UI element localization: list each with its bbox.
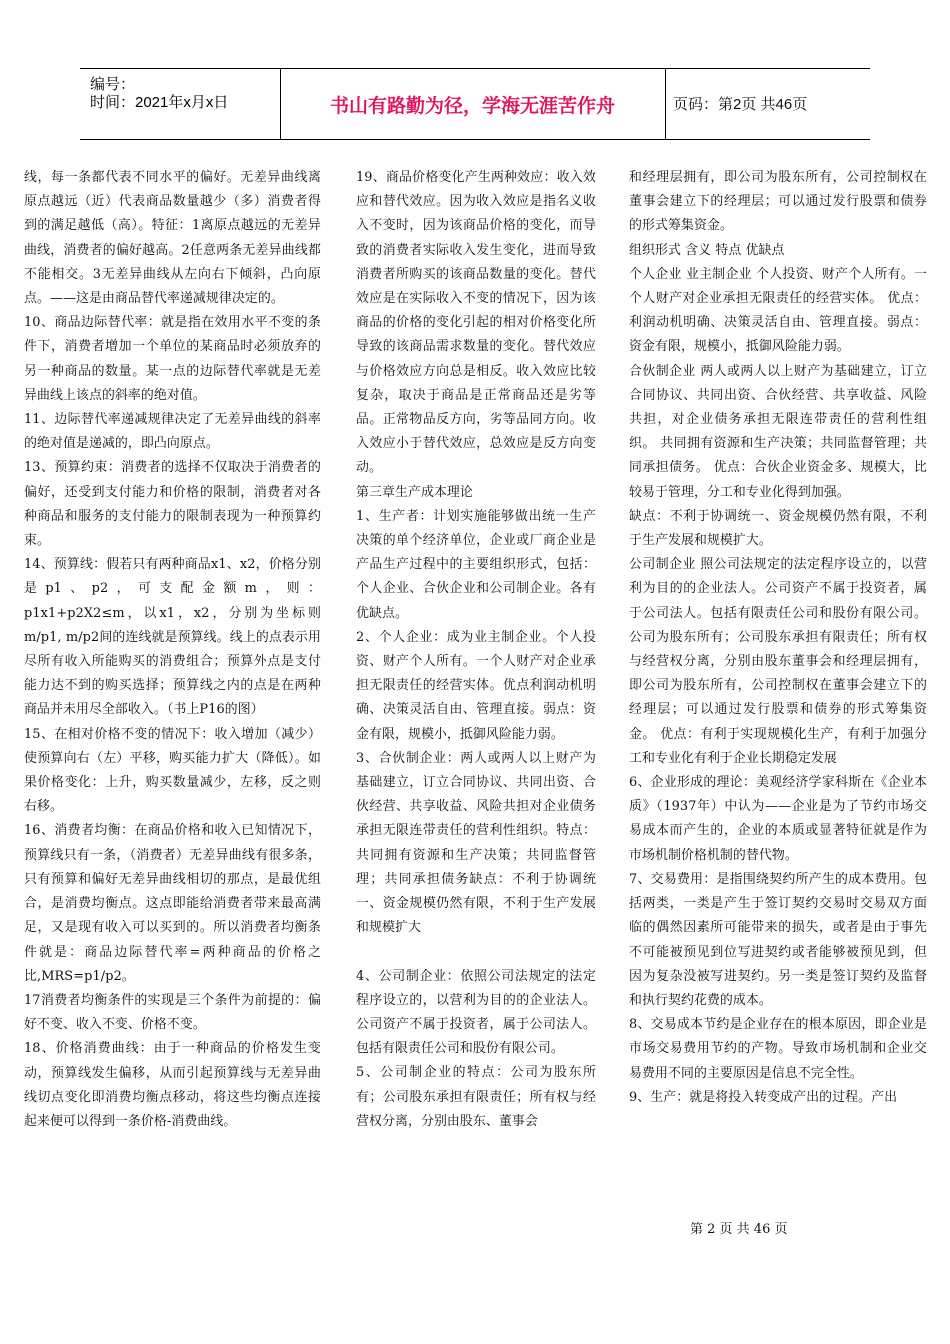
page-footer: 第 2 页 共 46 页	[690, 1222, 788, 1237]
paragraph: 线，每一条都代表不同水平的偏好。无差异曲线离原点越远（近）代表商品数量越少（多）消费者得到的满足越低（高）。特征：1离原点越远的无差异曲线，消费者的偏好越高。2任意两条无差异曲线都不能相交。3无差异曲线从左向右下倾斜，凸向原点。——这是由商品替代率递减规律决定的。	[24, 170, 321, 307]
paragraph: 1、生产者：计划实施能够做出统一生产决策的单个经济单位，企业或厂商企业是产品生产过程中的主要组织形式，包括：个人企业、合伙企业和公司制企业。各有优缺点。	[356, 508, 596, 621]
text-column-middle	[356, 166, 596, 1134]
header-motto-cell	[280, 69, 666, 139]
paragraph: 合伙制企业 两人或两人以上财产为基础建立，订立合同协议、共同出资、合伙经营、共享收益、风险共担，对企业债务承担无限连带责任的营利性组织。 共同拥有资源和生产决策；共同监督管理；共同承担债务。 优点：合伙企业资金多、规模大，比较易于管理，分工和专业化得到加强。	[629, 363, 927, 500]
paragraph: 个人企业 业主制企业 个人投资、财产个人所有。一个人财产对企业承担无限责任的经营实体。 优点：利润动机明确、决策灵活自由、管理直接。弱点：资金有限，规模小，抵御风险能力弱。	[629, 266, 927, 355]
document-number-label: 编号：	[90, 76, 136, 93]
paragraph: 和经理层拥有，即公司为股东所有，公司控制权在董事会建立下的经理层；可以通过发行股票和债券的形式筹集资金。	[629, 170, 927, 234]
paragraph: 9、生产：就是将投入转变成产出的过程。产出	[629, 1089, 898, 1105]
paragraph: 组织形式 含义 特点 优缺点	[629, 242, 785, 258]
paragraph: 5、公司制企业的特点：公司为股东所有；公司股东承担有限责任；所有权与经营权分离，分别由股东、董事会	[356, 1065, 596, 1129]
motto-text: 书山有路勤为径，学海无涯苦作舟	[329, 95, 615, 117]
text-column-left	[24, 166, 321, 1134]
document-time-label: 时间：2021年x月x日	[90, 94, 229, 111]
text-column-right	[629, 166, 927, 1110]
paragraph: 缺点：不利于协调统一、资金规模仍然有限，不利于生产发展和规模扩大。	[629, 508, 927, 549]
paragraph: 16、消费者均衡：在商品价格和收入已知情况下，预算线只有一条，（消费者）无差异曲线有很多条，只有预算和偏好无差异曲线相切的那点，是最优组合，是消费均衡点。这点即能给消费者带来最高满足，又是现有收入可以买到的。所以消费者均衡条件就是：商品边际替代率=两种商品的价格之比,MRS=p1/p2。	[24, 823, 321, 984]
page-number-info: 页码：第2页 共46页	[673, 96, 808, 113]
paragraph-spacer	[356, 941, 596, 965]
paragraph: 3、合伙制企业：两人或两人以上财产为基础建立，订立合同协议、共同出资、合伙经营、共享收益、风险共担对企业债务承担无限连带责任的营利性组织。特点：共同拥有资源和生产决策；共同监督管理；共同承担债务缺点：不利于协调统一、资金规模仍然有限，不利于生产发展和规模扩大	[356, 750, 596, 936]
paragraph: 13、预算约束：消费者的选择不仅取决于消费者的偏好，还受到支付能力和价格的限制，消费者对各种商品和服务的支付能力的限制表现为一种预算约束。	[24, 460, 321, 549]
paragraph: 10、商品边际替代率：就是指在效用水平不变的条件下，消费者增加一个单位的某商品时必须放弃的另一种商品的数量。某一点的边际替代率就是无差异曲线上该点的斜率的绝对值。	[24, 315, 321, 403]
page-header	[80, 68, 870, 140]
header-meta-cell	[80, 69, 281, 139]
paragraph: 2、个人企业：成为业主制企业。个人投资、财产个人所有。一个人财产对企业承担无限责任的经营实体。优点利润动机明确、决策灵活自由、管理直接。弱点：资金有限，规模小，抵御风险能力弱。	[356, 629, 596, 742]
paragraph: 8、交易成本节约是企业存在的根本原因，即企业是市场交易费用节约的产物。导致市场机制和企业交易费用不同的主要原因是信息不完全性。	[629, 1017, 927, 1081]
paragraph: 公司制企业 照公司法规定的法定程序设立的，以营利为目的的企业法人。公司资产不属于投资者，属于公司法人。包括有限责任公司和股份有限公司。 公司为股东所有；公司股东承担有限责任；所有权与经营权分离，分别由股东董事会和经理层拥有，即公司为股东所有，公司控制权在董事会建立下的经理层；可以通过发行股票和债券的形式筹集资金。 优点：有利于实现规模化生产，有利于加强分工和专业化有利于企业长期稳定发展	[629, 557, 927, 766]
paragraph: 17消费者均衡条件的实现是三个条件为前提的：偏好不变、收入不变、价格不变。	[24, 992, 321, 1033]
header-page-cell	[665, 69, 870, 139]
paragraph: 19、商品价格变化产生两种效应：收入效应和替代效应。因为收入效应是指名义收入不变时，因为该商品价格的变化，而导致的消费者实际收入发生变化，进而导致消费者所购买的该商品数量的变化。替代效应是在实际收入不变的情况下，因为该商品的价格的变化引起的相对价格变化所导致的该商品需求数量的变化。替代效应与价格效应方向总是相反。收入效应比较复杂，取决于商品是正常商品还是劣等品。正常物品反方向，劣等品同方向。收入效应小于替代效应，总效应是反方向变动。	[356, 170, 596, 476]
paragraph: 6、企业形成的理论：美观经济学家科斯在《企业本质》（1937年）中认为——企业是为了节约市场交易成本而产生的，企业的本质或显著特征就是作为市场机制价格机制的替代物。	[629, 775, 927, 863]
paragraph: 第三章生产成本理论	[356, 484, 473, 500]
paragraph: 11、边际替代率递减规律决定了无差异曲线的斜率的绝对值是递减的，即凸向原点。	[24, 412, 321, 452]
paragraph: 7、交易费用：是指围绕契约所产生的成本费用。包括两类，一类是产生于签订契约交易时交易双方面临的偶然因素所可能带来的损失，或者是由于事先不可能被预见到位写进契约或者能够被预见到，但因为复杂没被写进契约。另一类是签订契约及监督和执行契约花费的成本。	[629, 871, 927, 1008]
paragraph: 14、预算线：假若只有两种商品x1、x2，价格分别是p1、p2，可支配金额m，则：p1x1+p2X2≤m，以x1，x2，分别为坐标则m/p1, m/p2间的连线就是预算线。线上的点表示用尽所有收入所能购买的消费组合；预算外点是支付能力达不到的购买选择；预算线之内的点是在两种商品并未用尽全部收入。（书上P16的图）	[24, 557, 321, 718]
paragraph: 15、在相对价格不变的情况下：收入增加（减少）使预算向右（左）平移，购买能力扩大（降低）。如果价格变化：上升，购买数量减少，左移，反之则右移。	[24, 726, 321, 815]
paragraph: 4、公司制企业：依照公司法规定的法定程序设立的，以营利为目的的企业法人。公司资产不属于投资者，属于公司法人。包括有限责任公司和股份有限公司。	[356, 968, 596, 1057]
paragraph: 18、价格消费曲线：由于一种商品的价格发生变动，预算线发生偏移，从而引起预算线与无差异曲线切点变化即消费均衡点移动，将这些均衡点连接起来便可以得到一条价格-消费曲线。	[24, 1041, 321, 1129]
